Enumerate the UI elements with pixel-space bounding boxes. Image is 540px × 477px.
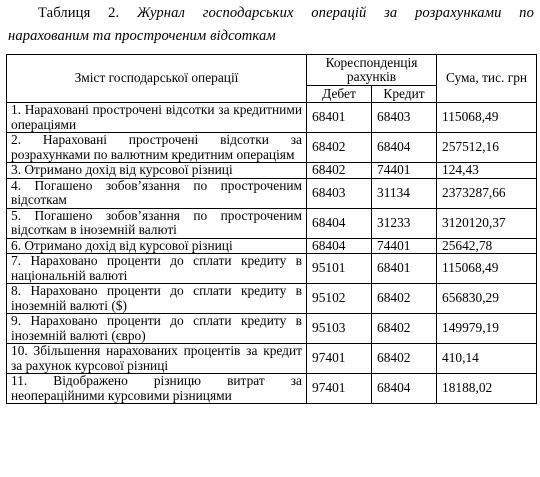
cell-debit: 95101 <box>307 254 372 284</box>
cell-debit: 95102 <box>307 284 372 314</box>
cell-amount: 115068,49 <box>437 103 537 133</box>
cell-debit: 68404 <box>307 208 372 238</box>
cell-description: 8. Нараховано проценти до сплати кредиту в іноземній валюті ($) <box>7 284 307 314</box>
cell-credit: 68404 <box>372 374 437 404</box>
cell-credit: 68402 <box>372 314 437 344</box>
cell-credit: 68403 <box>372 103 437 133</box>
table-row <box>7 314 537 344</box>
cell-amount: 25642,78 <box>437 238 537 254</box>
cell-debit: 95103 <box>307 314 372 344</box>
cell-credit: 68404 <box>372 133 437 163</box>
cell-credit: 31134 <box>372 178 437 208</box>
cell-amount: 18188,02 <box>437 374 537 404</box>
table-row <box>7 208 537 238</box>
cell-credit: 74401 <box>372 238 437 254</box>
table-row <box>7 374 537 404</box>
cell-description: 4. Погашено зобов’язання по простроченим відсоткам <box>7 178 307 208</box>
cell-debit: 97401 <box>307 374 372 404</box>
table-row <box>7 284 537 314</box>
cell-description: 1. Нараховані прострочені відсотки за кредитними операціями <box>7 103 307 133</box>
cell-credit: 68402 <box>372 284 437 314</box>
cell-credit: 74401 <box>372 163 437 179</box>
cell-debit: 68404 <box>307 238 372 254</box>
header-debit: Дебет <box>307 86 372 103</box>
caption-prefix: Таблиця 2. <box>38 5 120 21</box>
cell-debit: 68402 <box>307 133 372 163</box>
cell-amount: 257512,16 <box>437 133 537 163</box>
cell-amount: 3120120,37 <box>437 208 537 238</box>
header-credit: Кредит <box>372 86 437 103</box>
cell-debit: 68402 <box>307 163 372 179</box>
cell-amount: 656830,29 <box>437 284 537 314</box>
cell-amount: 2373287,66 <box>437 178 537 208</box>
header-description: Зміст господарської операції <box>7 55 307 103</box>
header-correspondence: Кореспонденція рахунків <box>307 55 437 86</box>
caption-title-part-2: нарахованим та простроченим відсоткам <box>8 28 276 44</box>
cell-description: 7. Нараховано проценти до сплати кредиту в національній валюті <box>7 254 307 284</box>
cell-amount: 410,14 <box>437 344 537 374</box>
table-row <box>7 254 537 284</box>
cell-credit: 68402 <box>372 344 437 374</box>
cell-description: 3. Отримано дохід від курсової різниці <box>7 163 307 179</box>
caption-line-1 <box>8 2 534 25</box>
cell-amount: 115068,49 <box>437 254 537 284</box>
caption-title-part-1: Журнал господарських операцій за розрахунками по <box>136 5 534 21</box>
cell-description: 11. Відображено різницю витрат за неопераційними курсовими різницями <box>7 374 307 404</box>
header-amount: Сума, тис. грн <box>437 55 537 103</box>
table-row <box>7 163 537 179</box>
table-row <box>7 238 537 254</box>
table-row <box>7 178 537 208</box>
cell-debit: 97401 <box>307 344 372 374</box>
cell-amount: 149979,19 <box>437 314 537 344</box>
cell-description: 5. Погашено зобов’язання по простроченим відсоткам в іноземній валюті <box>7 208 307 238</box>
table-row <box>7 133 537 163</box>
table-row <box>7 103 537 133</box>
cell-description: 2. Нараховані прострочені відсотки за розрахунками по валютним кредитним операціям <box>7 133 307 163</box>
cell-description: 10. Збільшення нарахованих процентів за кредит за рахунок курсової різниці <box>7 344 307 374</box>
table-row <box>7 344 537 374</box>
cell-credit: 31233 <box>372 208 437 238</box>
cell-amount: 124,43 <box>437 163 537 179</box>
table-caption <box>8 2 534 48</box>
cell-debit: 68401 <box>307 103 372 133</box>
cell-debit: 68403 <box>307 178 372 208</box>
cell-description: 9. Нараховано проценти до сплати кредиту в іноземній валюті (євро) <box>7 314 307 344</box>
cell-credit: 68401 <box>372 254 437 284</box>
table-body <box>7 103 537 404</box>
operations-journal-table <box>6 54 537 404</box>
cell-description: 6. Отримано дохід від курсової різниці <box>7 238 307 254</box>
